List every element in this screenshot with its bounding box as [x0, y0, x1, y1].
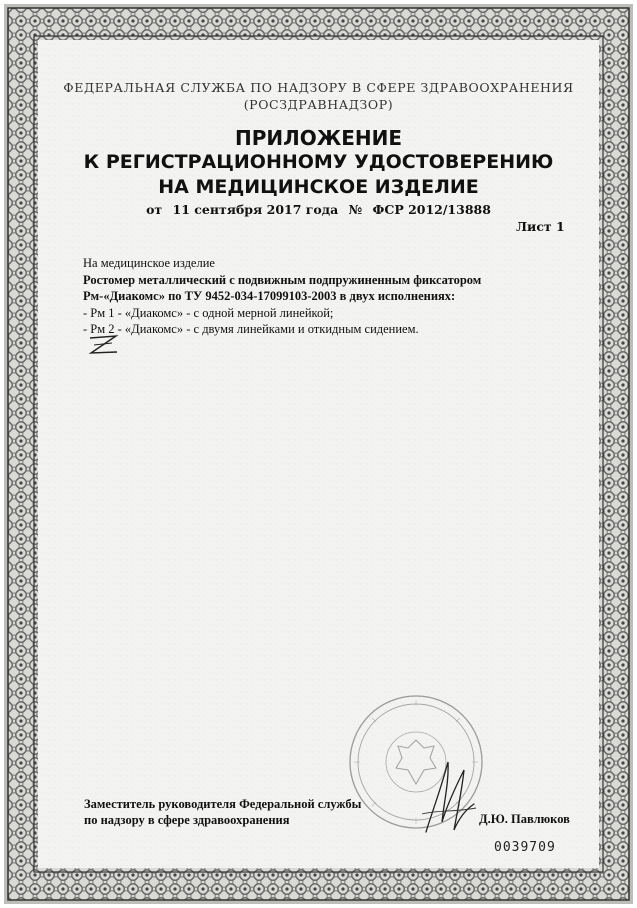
number-sign: №: [348, 202, 363, 217]
sheet-number: Лист 1: [516, 219, 565, 234]
variant-item: - Рм 2 - «Диакомс» - с двумя линейками и откидным сидением.: [83, 322, 419, 336]
document-title: ПРИЛОЖЕНИЕ: [234, 126, 403, 150]
variant-item: - Рм 1 - «Диакомс» - с одной мерной линейкой;: [83, 305, 334, 320]
date-prefix: от: [146, 202, 163, 217]
document-subtitle-line1: К РЕГИСТРАЦИОННОМУ УДОСТОВЕРЕНИЮ: [83, 151, 554, 173]
signatory-position-line2: по надзору в сфере здравоохранения: [84, 813, 290, 827]
product-name-line1: Ростомер металлический с подвижным подпружиненным фиксатором: [83, 272, 482, 287]
signatory-position-line1: Заместитель руководителя Федеральной службы: [84, 797, 362, 811]
signatory-position: [84, 796, 361, 828]
form-serial-number: 0039709: [494, 840, 556, 855]
agency-abbreviation: (РОСЗДРАВНАДЗОР): [243, 97, 394, 112]
body-intro: На медицинское изделие: [83, 256, 215, 270]
document-subtitle-line2: НА МЕДИЦИНСКОЕ ИЗДЕЛИЕ: [158, 176, 479, 198]
registration-number: ФСР 2012/13888: [372, 202, 491, 217]
z-closing-mark: [86, 334, 120, 356]
issue-date: 11 сентября 2017 года: [172, 202, 339, 217]
signer-name: Д.Ю. Павлюков: [479, 812, 570, 826]
handwritten-signature: [418, 752, 478, 836]
document-body: [83, 255, 553, 338]
agency-name: ФЕДЕРАЛЬНАЯ СЛУЖБА ПО НАДЗОРУ В СФЕРЕ ЗДРАВООХРАНЕНИЯ: [63, 80, 574, 95]
date-number-line: [38, 202, 599, 217]
product-name-line2: Рм-«Диакомс» по ТУ 9452-034-17099103-2003 в двух исполнениях:: [83, 289, 456, 303]
